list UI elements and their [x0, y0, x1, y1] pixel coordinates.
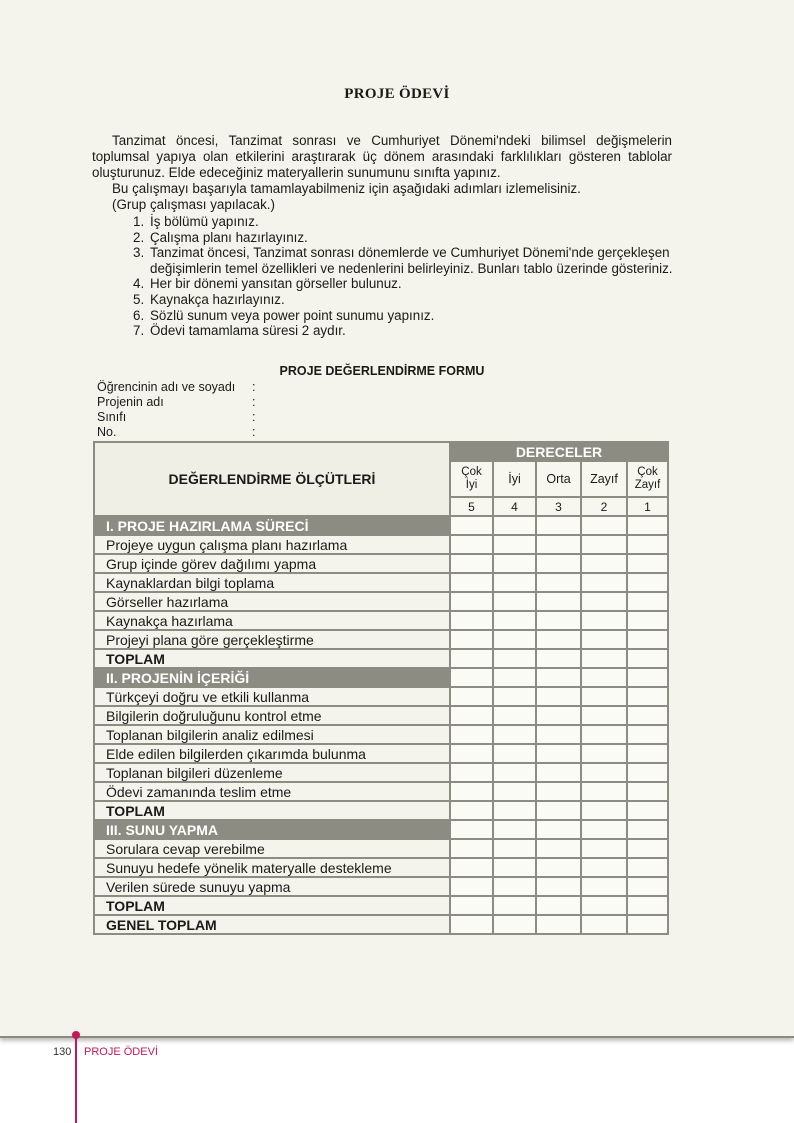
score-cell[interactable] [450, 915, 493, 934]
score-cell[interactable] [627, 801, 668, 820]
score-cell[interactable] [493, 611, 536, 630]
score-cell[interactable] [536, 706, 581, 725]
criterion-row [94, 725, 668, 744]
score-cell[interactable] [450, 858, 493, 877]
step-number: 5. [133, 291, 145, 307]
section-row [94, 668, 668, 687]
criterion-row [94, 630, 668, 649]
score-cell[interactable] [450, 687, 493, 706]
score-cell[interactable] [450, 725, 493, 744]
criterion-row [94, 858, 668, 877]
score-cell[interactable] [581, 763, 627, 782]
score-cell[interactable] [493, 744, 536, 763]
step-number: 6. [133, 307, 145, 323]
score-cell[interactable] [581, 649, 627, 668]
score-cell[interactable] [493, 915, 536, 934]
score-cell[interactable] [627, 630, 668, 649]
section-row [94, 516, 668, 535]
criteria-header: DEĞERLENDİRME ÖLÇÜTLERİ [94, 442, 450, 516]
section-title: II. PROJENİN İÇERİĞİ [94, 668, 450, 687]
total-label: TOPLAM [94, 801, 450, 820]
step-number: 3. [133, 245, 145, 261]
criterion-label: Toplanan bilgileri düzenleme [94, 763, 450, 782]
criterion-row [94, 592, 668, 611]
grand-total-row [94, 915, 668, 934]
score-cell[interactable] [581, 820, 627, 839]
criterion-row [94, 554, 668, 573]
level-score: 5 [450, 497, 493, 516]
step-item [133, 276, 683, 292]
criterion-row [94, 611, 668, 630]
score-cell[interactable] [450, 706, 493, 725]
criterion-row [94, 744, 668, 763]
score-cell[interactable] [493, 763, 536, 782]
score-cell[interactable] [450, 820, 493, 839]
group-note: (Grup çalışması yapılacak.) [112, 197, 275, 212]
level-score: 4 [493, 497, 536, 516]
score-cell[interactable] [627, 554, 668, 573]
score-cell[interactable] [493, 573, 536, 592]
score-cell[interactable] [493, 725, 536, 744]
level-label: Çok Zayıf [627, 461, 668, 497]
step-text: Her bir dönemi yansıtan görseller bulunuz. [150, 276, 402, 292]
step-text: İş bölümü yapınız. [150, 214, 259, 229]
score-cell[interactable] [581, 516, 627, 535]
step-number: 4. [133, 276, 145, 292]
score-cell[interactable] [493, 687, 536, 706]
criterion-row [94, 763, 668, 782]
header-row [94, 442, 668, 461]
score-cell[interactable] [581, 896, 627, 915]
score-cell[interactable] [627, 858, 668, 877]
criterion-row [94, 706, 668, 725]
score-cell[interactable] [450, 516, 493, 535]
criterion-label: Türkçeyi doğru ve etkili kullanma [94, 687, 450, 706]
total-label: TOPLAM [94, 896, 450, 915]
intro-paragraph: Tanzimat öncesi, Tanzimat sonrası ve Cumhuriyet Dönemi'ndeki bilimsel değişmelerin toplumsal yapıya olan etkilerini araştırarak üç dönem arasındaki farklılıkları gösteren tablolar oluşturunuz. Elde edeceğiniz materyallerin sunumunu sınıfta yapınız. [92, 133, 672, 180]
score-cell[interactable] [581, 839, 627, 858]
total-row [94, 801, 668, 820]
intro [92, 133, 672, 213]
criterion-row [94, 687, 668, 706]
score-cell[interactable] [581, 630, 627, 649]
score-cell[interactable] [581, 535, 627, 554]
step-text: Sözlü sunum veya power point sunumu yapınız. [150, 307, 435, 323]
score-cell[interactable] [627, 820, 668, 839]
score-cell[interactable] [627, 896, 668, 915]
criterion-row [94, 573, 668, 592]
info-label: Sınıfı [97, 410, 127, 424]
score-cell[interactable] [536, 592, 581, 611]
score-cell[interactable] [581, 573, 627, 592]
score-cell[interactable] [493, 877, 536, 896]
score-cell[interactable] [536, 839, 581, 858]
criterion-row [94, 782, 668, 801]
criterion-label: Kaynakça hazırlama [94, 611, 450, 630]
score-cell[interactable] [493, 649, 536, 668]
score-cell[interactable] [450, 573, 493, 592]
score-cell[interactable] [536, 782, 581, 801]
score-cell[interactable] [627, 877, 668, 896]
info-field[interactable]: : [252, 410, 256, 424]
score-cell[interactable] [536, 877, 581, 896]
score-cell[interactable] [581, 725, 627, 744]
score-cell[interactable] [581, 611, 627, 630]
score-cell[interactable] [581, 668, 627, 687]
page-number: 130 [53, 1046, 72, 1058]
score-cell[interactable] [493, 858, 536, 877]
criterion-label: Grup içinde görev dağılımı yapma [94, 554, 450, 573]
score-cell[interactable] [627, 649, 668, 668]
score-cell[interactable] [627, 725, 668, 744]
info-row [97, 380, 255, 395]
score-cell[interactable] [581, 858, 627, 877]
score-cell[interactable] [493, 839, 536, 858]
criterion-label: Verilen sürede sunuyu yapma [94, 877, 450, 896]
score-cell[interactable] [493, 706, 536, 725]
info-field[interactable]: : [252, 380, 256, 394]
section-title: I. PROJE HAZIRLAMA SÜRECİ [94, 516, 450, 535]
info-row [97, 410, 255, 425]
score-cell[interactable] [536, 516, 581, 535]
score-cell[interactable] [536, 896, 581, 915]
step-item [133, 292, 683, 308]
score-cell[interactable] [450, 782, 493, 801]
score-cell[interactable] [627, 573, 668, 592]
footer-divider [75, 1034, 77, 1123]
total-row [94, 649, 668, 668]
score-cell[interactable] [493, 668, 536, 687]
criterion-label: Sorulara cevap verebilme [94, 839, 450, 858]
score-cell[interactable] [493, 820, 536, 839]
info-field[interactable]: : [252, 425, 256, 439]
score-cell[interactable] [536, 649, 581, 668]
criterion-label: Elde edilen bilgilerden çıkarımda bulunma [94, 744, 450, 763]
criterion-label: Projeye uygun çalışma planı hazırlama [94, 535, 450, 554]
step-text: Çalışma planı hazırlayınız. [150, 229, 308, 245]
score-cell[interactable] [581, 687, 627, 706]
score-cell[interactable] [627, 668, 668, 687]
step-text: Kaynakça hazırlayınız. [150, 291, 285, 307]
step-text: Tanzimat öncesi, Tanzimat sonrası dönemlerde ve Cumhuriyet Dönemi'nde gerçekleşen değişimlerin temel özellikleri ve nedenlerini belirleyiniz. Bunları tablo üzerinde gösteriniz. [150, 245, 673, 276]
student-info [97, 380, 255, 440]
total-row [94, 896, 668, 915]
evaluation-table [93, 441, 669, 935]
criterion-label: Ödevi zamanında teslim etme [94, 782, 450, 801]
step-item [133, 323, 683, 339]
score-cell[interactable] [627, 592, 668, 611]
info-row [97, 425, 255, 440]
score-cell[interactable] [493, 516, 536, 535]
score-cell[interactable] [536, 763, 581, 782]
step-number: 7. [133, 323, 145, 339]
info-field[interactable]: : [252, 395, 256, 409]
page-title: PROJE ÖDEVİ [344, 86, 450, 102]
step-item [133, 245, 683, 276]
score-cell[interactable] [627, 915, 668, 934]
level-label: İyi [493, 461, 536, 497]
step-text: Ödevi tamamlama süresi 2 aydır. [150, 323, 346, 339]
score-cell[interactable] [627, 516, 668, 535]
score-cell[interactable] [536, 668, 581, 687]
criterion-row [94, 839, 668, 858]
score-cell[interactable] [493, 782, 536, 801]
score-cell[interactable] [627, 839, 668, 858]
level-label: Zayıf [581, 461, 627, 497]
score-cell[interactable] [450, 554, 493, 573]
score-cell[interactable] [493, 592, 536, 611]
footer-dot [72, 1031, 80, 1039]
info-label: Öğrencinin adı ve soyadı [97, 380, 236, 394]
score-cell[interactable] [627, 782, 668, 801]
info-label: Projenin adı [97, 395, 164, 409]
footer-section-title: PROJE ÖDEVİ [84, 1046, 158, 1058]
score-cell[interactable] [493, 801, 536, 820]
score-cell[interactable] [581, 744, 627, 763]
score-cell[interactable] [536, 687, 581, 706]
score-cell[interactable] [581, 877, 627, 896]
score-cell[interactable] [627, 687, 668, 706]
step-item [133, 230, 683, 246]
score-cell[interactable] [536, 801, 581, 820]
form-title: PROJE DEĞERLENDİRME FORMU [279, 364, 485, 378]
score-cell[interactable] [450, 839, 493, 858]
score-cell[interactable] [627, 744, 668, 763]
score-cell[interactable] [536, 820, 581, 839]
score-cell[interactable] [450, 592, 493, 611]
criterion-row [94, 877, 668, 896]
score-cell[interactable] [536, 535, 581, 554]
score-cell[interactable] [450, 611, 493, 630]
total-label: TOPLAM [94, 649, 450, 668]
score-cell[interactable] [627, 706, 668, 725]
step-item [133, 214, 683, 230]
criterion-label: Projeyi plana göre gerçekleştirme [94, 630, 450, 649]
level-label: Orta [536, 461, 581, 497]
score-cell[interactable] [450, 801, 493, 820]
criterion-row [94, 535, 668, 554]
section-row [94, 820, 668, 839]
score-cell[interactable] [536, 573, 581, 592]
score-cell[interactable] [627, 611, 668, 630]
score-cell[interactable] [450, 668, 493, 687]
level-score: 3 [536, 497, 581, 516]
score-cell[interactable] [536, 744, 581, 763]
score-cell[interactable] [450, 649, 493, 668]
step-number: 2. [133, 229, 145, 245]
score-cell[interactable] [450, 763, 493, 782]
step-item [133, 308, 683, 324]
score-cell[interactable] [536, 915, 581, 934]
score-cell[interactable] [581, 592, 627, 611]
criterion-label: Görseller hazırlama [94, 592, 450, 611]
level-score: 2 [581, 497, 627, 516]
info-row [97, 395, 255, 410]
score-cell[interactable] [581, 706, 627, 725]
score-cell[interactable] [581, 554, 627, 573]
score-cell[interactable] [536, 858, 581, 877]
levels-header: DERECELER [450, 442, 668, 461]
score-cell[interactable] [450, 630, 493, 649]
score-cell[interactable] [627, 535, 668, 554]
score-cell[interactable] [581, 782, 627, 801]
score-cell[interactable] [581, 801, 627, 820]
score-cell[interactable] [581, 915, 627, 934]
score-cell[interactable] [450, 896, 493, 915]
score-cell[interactable] [536, 554, 581, 573]
section-title: III. SUNU YAPMA [94, 820, 450, 839]
score-cell[interactable] [493, 630, 536, 649]
level-score: 1 [627, 497, 668, 516]
steps-list [133, 214, 683, 339]
criterion-label: Kaynaklardan bilgi toplama [94, 573, 450, 592]
score-cell[interactable] [493, 554, 536, 573]
step-number: 1. [133, 214, 145, 229]
score-cell[interactable] [450, 744, 493, 763]
score-cell[interactable] [627, 763, 668, 782]
score-cell[interactable] [493, 896, 536, 915]
criterion-label: Toplanan bilgilerin analiz edilmesi [94, 725, 450, 744]
score-cell[interactable] [450, 535, 493, 554]
score-cell[interactable] [536, 630, 581, 649]
score-cell[interactable] [493, 535, 536, 554]
intro-paragraph: Bu çalışmayı başarıyla tamamlayabilmeniz için aşağıdaki adımları izlemelisiniz. [112, 181, 581, 196]
grand-total-label: GENEL TOPLAM [94, 915, 450, 934]
info-label: No. [97, 425, 117, 439]
criterion-label: Sunuyu hedefe yönelik materyalle destekleme [94, 858, 450, 877]
criterion-label: Bilgilerin doğruluğunu kontrol etme [94, 706, 450, 725]
level-label: Çok İyi [450, 461, 493, 497]
score-cell[interactable] [536, 611, 581, 630]
score-cell[interactable] [536, 725, 581, 744]
score-cell[interactable] [450, 877, 493, 896]
